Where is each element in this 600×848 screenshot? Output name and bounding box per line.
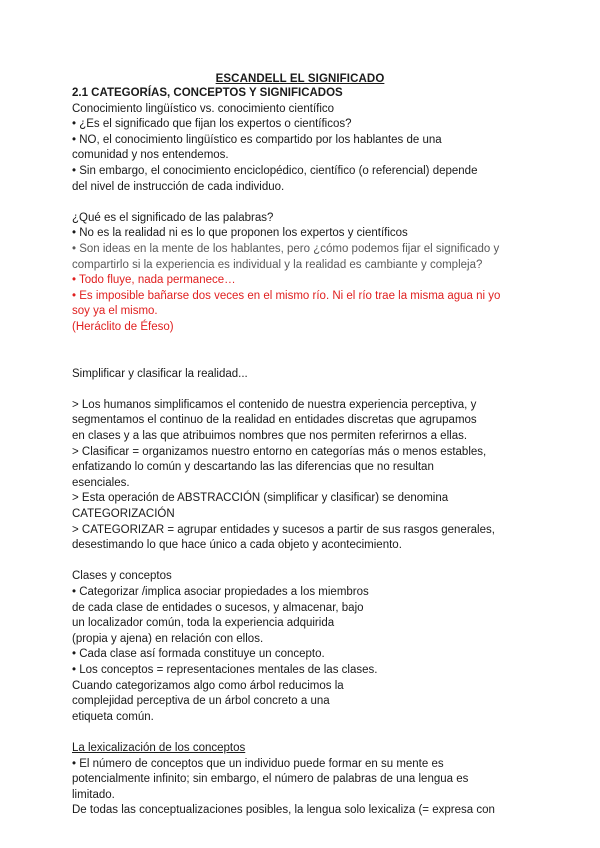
- text-line: segmentamos el continuo de la realidad en entidades discretas que agrupamos: [72, 414, 477, 427]
- question-line: ¿Qué es el significado de las palabras?: [72, 211, 274, 224]
- text-line: • ¿Es el significado que fijan los expertos o científicos?: [72, 118, 352, 131]
- text-line: > CATEGORIZAR = agrupar entidades y sucesos a partir de sus rasgos generales,: [72, 523, 495, 536]
- section-heading: 2.1 CATEGORÍAS, CONCEPTOS Y SIGNIFICADOS: [72, 87, 343, 99]
- gray-text-line: • Son ideas en la mente de los hablantes, pero ¿cómo podemos fijar el significado y: [72, 242, 500, 255]
- quote-attribution: (Heráclito de Éfeso): [72, 320, 174, 333]
- text-line: > Clasificar = organizamos nuestro entorno en categorías más o menos estables,: [72, 445, 487, 458]
- gray-text-line: compartirlo si la experiencia es individual y la realidad es cambiante y compleja?: [72, 258, 483, 271]
- text-line: comunidad y nos entendemos.: [72, 149, 229, 162]
- text-line: de cada clase de entidades o sucesos, y almacenar, bajo: [72, 601, 364, 614]
- text-line: etiqueta común.: [72, 710, 154, 723]
- text-line: enfatizando lo común y descartando las las diferencias que no resultan: [72, 461, 434, 474]
- text-line: • NO, el conocimiento lingüístico es compartido por los hablantes de una: [72, 133, 442, 146]
- text-line: • No es la realidad ni es lo que proponen los expertos y científicos: [72, 227, 408, 240]
- text-line: • Cada clase así formada constituye un concepto.: [72, 648, 325, 661]
- text-line: Cuando categorizamos algo como árbol reducimos la: [72, 679, 344, 692]
- text-line: CATEGORIZACIÓN: [72, 508, 175, 521]
- text-line: • El número de conceptos que un individuo puede formar en su mente es: [72, 757, 444, 770]
- text-line: • Sin embargo, el conocimiento enciclopédico, científico (o referencial) depende: [72, 164, 478, 177]
- text-line: (propia y ajena) en relación con ellos.: [72, 632, 264, 645]
- text-line: • Categorizar /implica asociar propiedades a los miembros: [72, 586, 369, 598]
- text-line: del nivel de instrucción de cada individuo.: [72, 180, 285, 193]
- text-line: desestimando lo que hace único a cada objeto y acontecimiento.: [72, 539, 402, 552]
- section-heading: Clases y conceptos: [72, 570, 172, 583]
- section-intro: Simplificar y clasificar la realidad...: [72, 367, 248, 380]
- text-line: • Los conceptos = representaciones mentales de las clases.: [72, 663, 378, 676]
- document-title: ESCANDELL EL SIGNIFICADO: [215, 73, 385, 85]
- text-line: limitado.: [72, 788, 115, 801]
- section-heading: La lexicalización de los conceptos: [72, 741, 246, 754]
- quote-line: soy ya el mismo.: [72, 305, 158, 318]
- quote-line: • Es imposible bañarse dos veces en el mismo río. Ni el río trae la misma agua ni yo: [72, 289, 501, 302]
- text-line: De todas las conceptualizaciones posibles, la lengua solo lexicaliza (= expresa con: [72, 804, 495, 817]
- text-line: un localizador común, toda la experiencia adquirida: [72, 617, 335, 630]
- text-line: esenciales.: [72, 476, 130, 489]
- text-line: en clases y a las que atribuimos nombres que nos permiten referirnos a ellas.: [72, 430, 468, 443]
- text-line: potencialmente infinito; sin embargo, el número de palabras de una lengua es: [72, 773, 469, 786]
- section-subheading: Conocimiento lingüístico vs. conocimiento científico: [72, 102, 335, 115]
- text-line: > Esta operación de ABSTRACCIÓN (simplificar y clasificar) se denomina: [72, 492, 449, 505]
- text-line: > Los humanos simplificamos el contenido de nuestra experiencia perceptiva, y: [72, 398, 477, 411]
- document-body: [72, 86, 501, 819]
- quote-line: • Todo fluye, nada permanece…: [72, 274, 236, 287]
- text-line: complejidad perceptiva de un árbol concreto a una: [72, 695, 330, 708]
